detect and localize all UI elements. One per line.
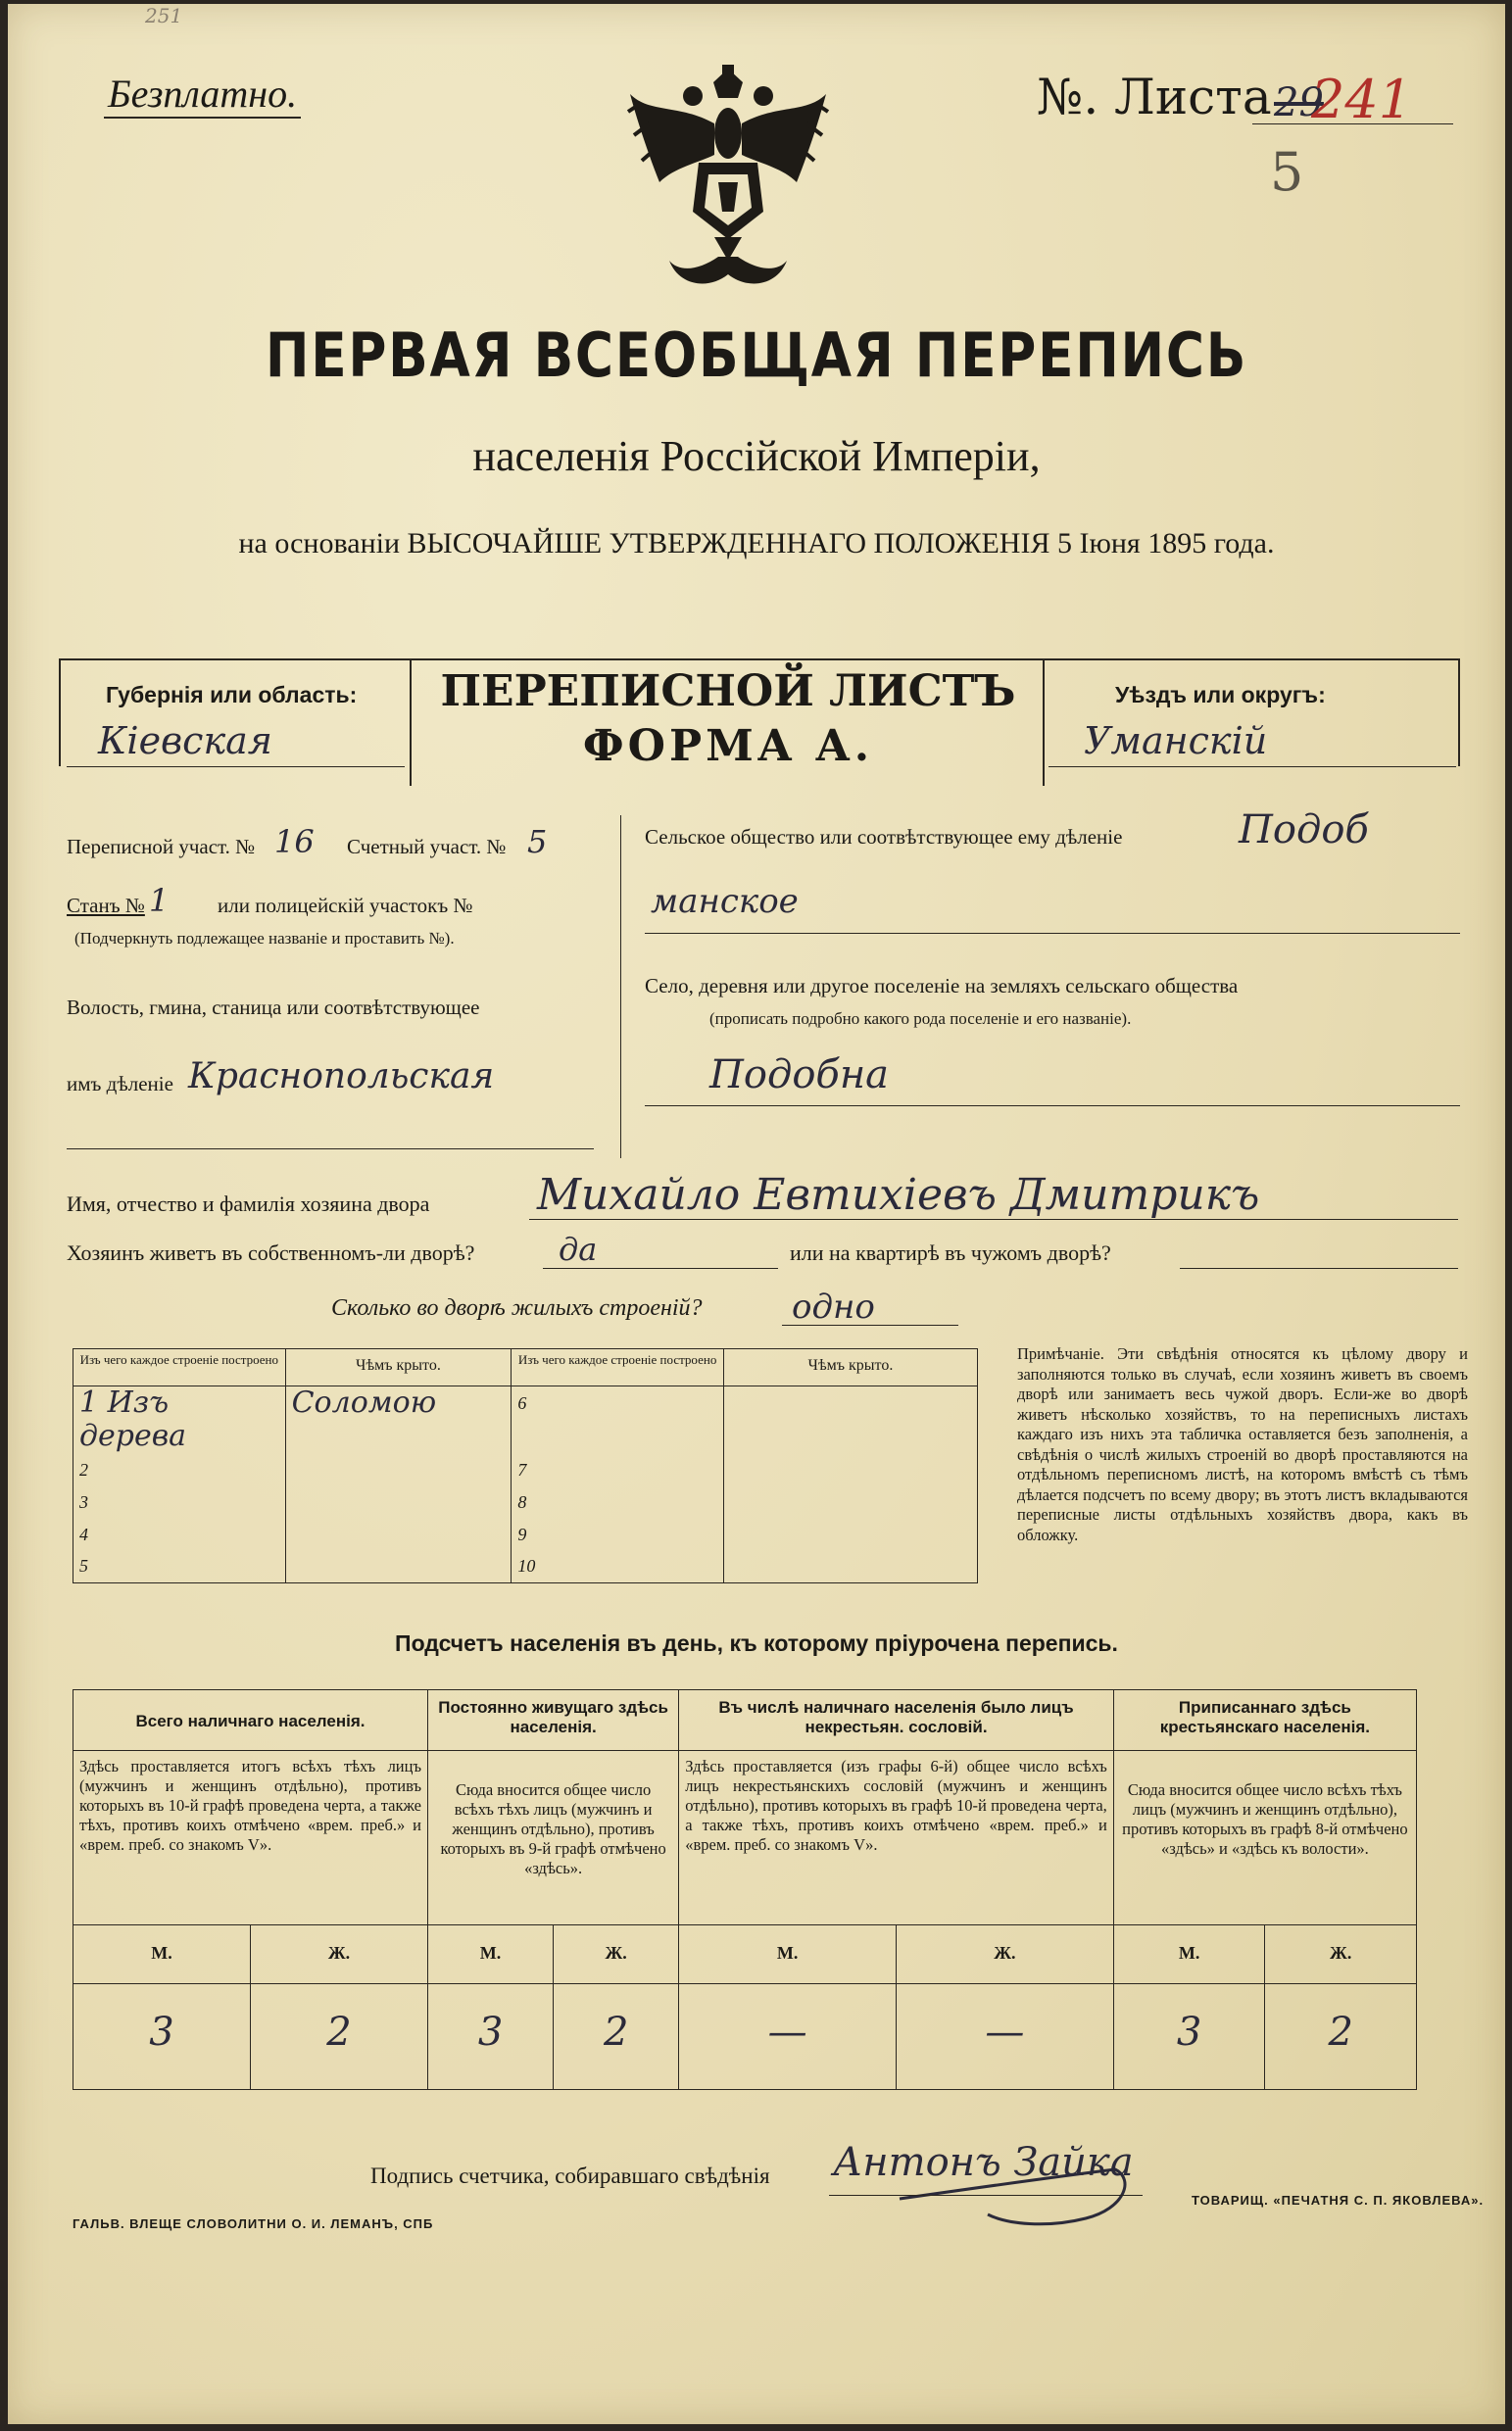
row-9-number: 9	[512, 1519, 724, 1551]
count-col-2-head: Постоянно живущаго здѣсь населенія.	[428, 1690, 679, 1751]
count-col-4-m-value: 3	[1113, 1984, 1265, 2090]
count-col-4-head: Приписаннаго здѣсь крестьянскаго населенія.	[1113, 1690, 1416, 1751]
row-5-number: 5	[73, 1550, 286, 1582]
census-sheet	[8, 4, 1505, 2424]
count-col-4-f-value: 2	[1265, 1984, 1417, 2090]
counting-area-label: Счетный участ. №	[347, 835, 507, 858]
corner-pencil-number: 251	[145, 4, 183, 27]
count-col-1-f-label: Ж.	[251, 1925, 428, 1984]
count-col-2-f-label: Ж.	[554, 1925, 679, 1984]
form-subtitle: ФОРМА А.	[582, 721, 874, 771]
camp-note: (Подчеркнуть подлежащее названіе и проставить №).	[74, 929, 455, 948]
own-yard-value: да	[559, 1231, 598, 1268]
province-label: Губернія или область:	[106, 682, 358, 707]
sheet-number-crossed: 29	[1274, 80, 1324, 125]
police-label: или полицейскій участокъ №	[218, 894, 473, 917]
row-1-material: 1 Изъ дерева	[73, 1386, 286, 1455]
count-col-2-f-value: 2	[554, 1984, 679, 2090]
count-col-3-desc: Здѣсь проставляется (изъ графы 6-й) общее число всѣхъ лицъ некрестьянскихъ сословій (мужчинъ и женщинъ отдѣльно), противъ которыхъ въ графѣ 10-й проведена черта, а также тѣхъ, противъ коихъ отмѣчено «врем. преб.» и «врем. преб. со знакомъ V».	[679, 1751, 1114, 1925]
count-col-4-desc: Сюда вносится общее число всѣхъ тѣхъ лицъ (мужчинъ и женщинъ отдѣльно), противъ которыхъ въ графѣ 8-й отмѣчено «здѣсь» и «здѣсь къ волости».	[1113, 1751, 1416, 1925]
pencil-number: 5	[1270, 141, 1304, 203]
buildings-count-value: одно	[792, 1288, 875, 1327]
count-col-3-m-label: М.	[679, 1925, 897, 1984]
row-3-number: 3	[73, 1486, 286, 1519]
census-subtitle: населенія Россійской Имперіи,	[472, 432, 1041, 480]
population-count-title: Подсчетъ населенія въ день, къ которому пріурочена перепись.	[395, 1630, 1118, 1656]
count-col-4-f-label: Ж.	[1265, 1925, 1417, 1984]
population-count-table	[73, 1689, 1417, 2090]
counting-area-value: 5	[527, 823, 548, 860]
signature-flourish	[890, 2160, 1154, 2238]
owner-name-label: Имя, отчество и фамилія хозяина двора	[67, 1191, 430, 1216]
sheet-number: 241	[1311, 69, 1413, 130]
buildings-count-label: Сколько во дворѣ жилыхъ строеній?	[331, 1295, 703, 1321]
own-yard-label: Хозяинъ живетъ въ собственномъ-ли дворѣ?	[67, 1240, 475, 1265]
count-col-3-f-value: —	[897, 1984, 1114, 2090]
village-label: Село, деревня или другое поселеніе на земляхъ сельскаго общества	[645, 974, 1239, 997]
village-value: Подобна	[709, 1052, 890, 1097]
row-8-number: 8	[512, 1486, 724, 1519]
buildings-table	[73, 1348, 978, 1583]
row-6-number: 6	[512, 1386, 724, 1455]
village-note: (прописать подробно какого рода поселеніе и его названіе).	[709, 1009, 1132, 1028]
count-col-1-f-value: 2	[251, 1984, 428, 2090]
col-roof-header: Чѣмъ крыто.	[285, 1349, 512, 1386]
count-col-3-m-value: —	[679, 1984, 897, 2090]
count-col-1-desc: Здѣсь проставляется итогъ всѣхъ тѣхъ лицъ (мужчинъ и женщинъ отдѣльно), противъ которыхъ въ 10-й графѣ проведена черта, а также тѣхъ, противъ коихъ отмѣчено «врем. преб.» и «врем. преб. со знакомъ V».	[73, 1751, 428, 1925]
sheet-label: №. Листа	[1037, 69, 1272, 125]
row-2-number: 2	[73, 1454, 286, 1486]
count-col-3-head: Въ числѣ наличнаго населенія было лицъ некрестьян. сословій.	[679, 1690, 1114, 1751]
col-material-header: Изъ чего каждое строеніе построено	[73, 1349, 286, 1386]
count-col-2-m-label: М.	[428, 1925, 554, 1984]
count-col-4-m-label: М.	[1113, 1925, 1265, 1984]
right-imprint: ТОВАРИЩ. «ПЕЧАТНЯ С. П. ЯКОВЛЕВА».	[1192, 2193, 1485, 2208]
society-value-2: манское	[651, 882, 799, 921]
volost-label-2: имъ дѣленіе	[67, 1072, 173, 1095]
header-band-top	[59, 658, 1460, 660]
signature-value: Антонъ Зайка	[833, 2140, 1134, 2185]
free-label: Безплатно.	[104, 71, 301, 119]
signature-label: Подпись счетчика, собиравшаго свѣдѣнія	[370, 2164, 770, 2188]
form-title: ПЕРЕПИСНОЙ ЛИСТЪ	[440, 666, 1016, 716]
district-value: Уманскій	[1084, 719, 1268, 762]
left-imprint: ГАЛЬВ. ВЛЕЩЕ СЛОВОЛИТНИ О. И. ЛЕМАНЪ, СПБ	[73, 2216, 434, 2231]
count-col-1-m-value: 3	[73, 1984, 251, 2090]
col-roof-header-2: Чѣмъ крыто.	[723, 1349, 977, 1386]
count-col-1-m-label: М.	[73, 1925, 251, 1984]
volost-label-1: Волость, гмина, станица или соотвѣтствующее	[67, 996, 480, 1019]
row-4-number: 4	[73, 1519, 286, 1551]
rented-label: или на квартирѣ въ чужомъ дворѣ?	[790, 1240, 1111, 1265]
row-1-roof: Соломою	[285, 1386, 512, 1455]
sheet-number-line	[1252, 123, 1453, 124]
row-7-number: 7	[512, 1454, 724, 1486]
census-main-title: ПЕРВАЯ ВСЕОБЩАЯ ПЕРЕПИСЬ	[265, 319, 1248, 391]
double-headed-eagle-icon	[620, 65, 836, 292]
count-col-1-head: Всего наличнаго населенія.	[73, 1690, 428, 1751]
society-value-1: Подоб	[1239, 807, 1369, 852]
census-area-value: 16	[274, 823, 315, 860]
count-col-3-f-label: Ж.	[897, 1925, 1114, 1984]
owner-name-value: Михайло Евтихіевъ Дмитрикъ	[537, 1170, 1260, 1220]
society-label: Сельское общество или соотвѣтствующее ему дѣленіе	[645, 825, 1123, 849]
province-value: Кіевская	[98, 719, 272, 762]
camp-label: Станъ №	[67, 894, 145, 917]
col-material-header-2: Изъ чего каждое строеніе построено	[512, 1349, 724, 1386]
census-area-label: Переписной участ. №	[67, 835, 256, 858]
camp-value: 1	[149, 882, 170, 919]
buildings-note: Примѣчаніе. Эти свѣдѣнія относятся къ цѣлому двору и заполняются только въ случаѣ, если хозяинъ живетъ въ своемъ дворѣ или занимаетъ весь чужой дворъ. Если-же во дворѣ живетъ нѣсколько хозяйствъ, то на переписныхъ листахъ каждаго изъ нихъ эта табличка оставляется безъ заполненія, а свѣдѣнія о числѣ жилыхъ строеній во дворѣ проставляются на отдѣльномъ переписномъ листѣ, на которомъ вмѣстѣ съ тѣмъ дѣлается подсчетъ по всему двору; въ этотъ листъ вкладываются переписные листы отдѣльныхъ хозяйствъ двора, какъ въ обложку.	[1017, 1344, 1468, 1544]
census-basis: на основаніи ВЫСОЧАЙШЕ УТВЕРЖДЕННАГО ПОЛОЖЕНІЯ 5 Іюня 1895 года.	[238, 527, 1275, 559]
count-col-2-m-value: 3	[428, 1984, 554, 2090]
volost-value: Краснопольская	[188, 1056, 495, 1096]
district-label: Уѣздъ или округъ:	[1115, 682, 1326, 707]
row-10-number: 10	[512, 1550, 724, 1582]
count-col-2-desc: Сюда вносится общее число всѣхъ тѣхъ лицъ (мужчинъ и женщинъ отдѣльно), противъ которыхъ въ 9-й графѣ отмѣчено «здѣсь».	[428, 1751, 679, 1925]
